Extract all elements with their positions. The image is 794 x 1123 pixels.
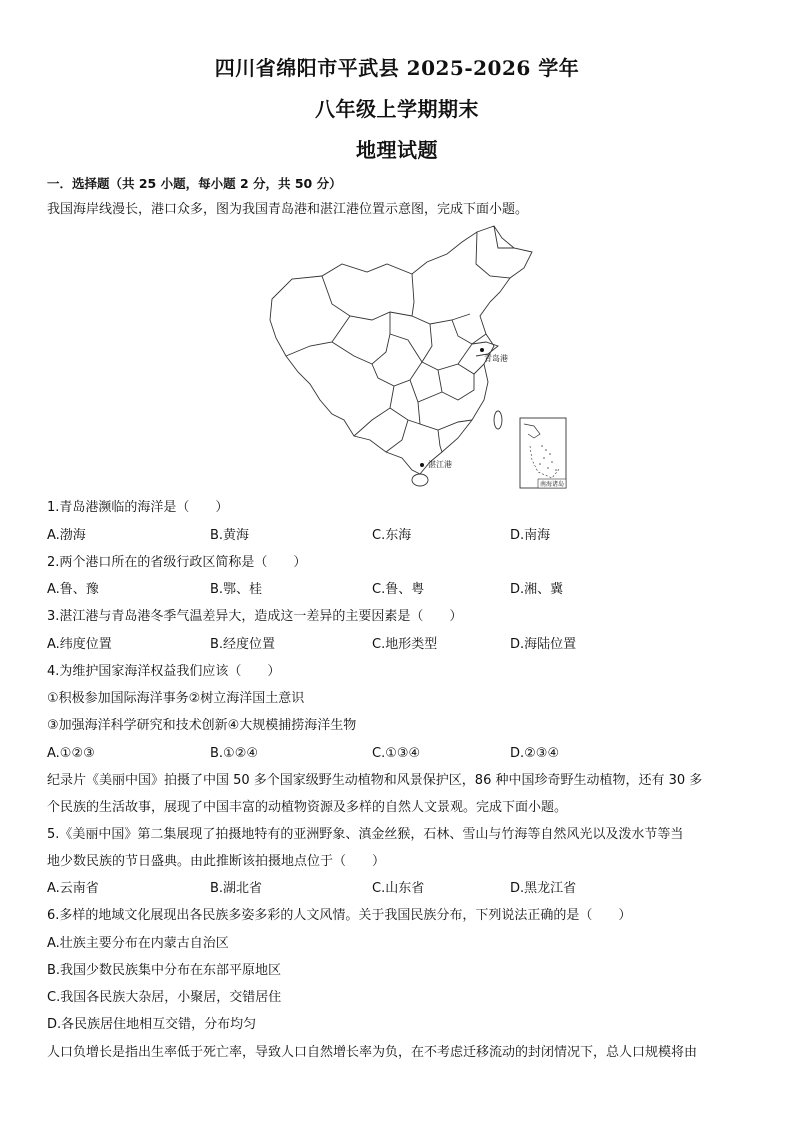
province-boundary <box>494 226 514 248</box>
inset-label: 南海诸岛 <box>540 481 565 488</box>
question-2-option-d: D.湘、冀 <box>510 582 564 597</box>
section-heading: 一．选择题（共 25 小题，每小题 2 分，共 50 分） <box>47 176 342 191</box>
province-boundary <box>422 324 472 370</box>
intro-paragraph-2-line1: 纪录片《美丽中国》拍摄了中国 50 多个国家级野生动植物和风景保护区，86 种中国珍奇野生动植物，还有 30 多 <box>47 773 703 788</box>
intro-paragraph-3: 人口负增长是指出生率低于死亡率，导致人口自然增长率为负，在不考虑迁移流动的封闭情况下，总人口规模将由 <box>47 1045 698 1060</box>
question-5-stem-line2: 地少数民族的节日盛典。由此推断该拍摄地点位于（ ） <box>47 854 386 869</box>
province-boundary <box>476 232 510 278</box>
intro-paragraph-1: 我国海岸线漫长，港口众多，图为我国青岛港和湛江港位置示意图，完成下面小题。 <box>47 202 529 217</box>
question-5-option-b: B.湖北省 <box>210 881 263 896</box>
province-boundary <box>412 274 470 324</box>
question-4-statement-1: ①积极参加国际海洋事务②树立海洋国土意识 <box>47 691 305 706</box>
province-boundary <box>372 334 422 386</box>
exam-title-line1: 四川省绵阳市平武县 2025-2026 学年 <box>214 56 580 80</box>
question-6-option-a: A.壮族主要分布在内蒙古自治区 <box>47 936 229 951</box>
question-5-option-c: C.山东省 <box>372 881 425 896</box>
qingdao-label: 青岛港 <box>484 354 508 363</box>
question-3-option-d: D.海陆位置 <box>510 637 577 652</box>
province-boundary <box>322 276 412 320</box>
province-boundary <box>286 316 350 356</box>
question-6-option-d: D.各民族居住地相互交错，分布均匀 <box>47 1017 257 1032</box>
exam-title-subject: 地理试题 <box>356 138 438 162</box>
intro-paragraph-2-line2: 个民族的生活故事，展现了中国丰富的动植物资源及多样的自然人文景观。完成下面小题。 <box>47 800 568 815</box>
province-boundary <box>410 380 442 402</box>
question-1-option-d: D.南海 <box>510 528 551 543</box>
province-boundary <box>438 430 442 452</box>
question-2-stem: 2.两个港口所在的省级行政区简称是（ ） <box>47 555 307 570</box>
taiwan-island <box>494 411 502 429</box>
china-map-figure <box>262 224 572 494</box>
province-boundary <box>332 312 390 364</box>
question-3-option-c: C.地形类型 <box>372 637 438 652</box>
question-6-stem: 6.多样的地域文化展现出各民族多姿多彩的人文风情。关于我国民族分布，下列说法正确的是（ ） <box>47 908 632 923</box>
exam-title-line2: 八年级上学期期末 <box>315 97 479 121</box>
question-3-option-b: B.经度位置 <box>210 637 276 652</box>
province-boundary <box>386 420 408 452</box>
province-boundary <box>390 408 420 424</box>
province-boundary <box>452 320 486 344</box>
zhanjiang-label: 湛江港 <box>428 460 452 469</box>
question-1-option-b: B.黄海 <box>210 528 250 543</box>
question-6-option-b: B.我国少数民族集中分布在东部平原地区 <box>47 963 282 978</box>
question-6-option-c: C.我国各民族大杂居，小聚居，交错居住 <box>47 990 282 1005</box>
question-4-stem: 4.为维护国家海洋权益我们应该（ ） <box>47 664 281 679</box>
question-4-option-b: B.①②④ <box>210 746 259 761</box>
south-china-sea-inset <box>520 418 566 488</box>
zhanjiang-port-marker <box>420 463 424 467</box>
question-4-option-a: A.①②③ <box>47 746 95 761</box>
qingdao-port-marker <box>480 348 484 352</box>
question-4-option-c: C.①③④ <box>372 746 421 761</box>
province-boundary <box>354 386 394 436</box>
question-5-option-d: D.黑龙江省 <box>510 881 577 896</box>
china-port-map <box>262 224 572 494</box>
question-1-stem: 1.青岛港濒临的海洋是（ ） <box>47 500 229 515</box>
question-1-option-a: A.渤海 <box>47 528 86 543</box>
province-boundary <box>458 364 484 374</box>
question-2-option-a: A.鲁、豫 <box>47 582 99 597</box>
question-4-option-d: D.②③④ <box>510 746 560 761</box>
question-3-stem: 3.湛江港与青岛港冬季气温差异大，造成这一差异的主要因素是（ ） <box>47 609 463 624</box>
question-1-option-c: C.东海 <box>372 528 412 543</box>
question-5-stem-line1: 5.《美丽中国》第二集展现了拍摄地特有的亚洲野象、滇金丝猴，石林、雪山与竹海等自然风光以及泼水节等当 <box>47 827 684 842</box>
province-boundary <box>418 402 472 430</box>
question-2-option-b: B.鄂、桂 <box>210 582 263 597</box>
question-2-option-c: C.鲁、粤 <box>372 582 425 597</box>
hainan-island <box>412 474 428 486</box>
question-4-statement-2: ③加强海洋科学研究和技术创新④大规模捕捞海洋生物 <box>47 718 357 733</box>
question-5-option-a: A.云南省 <box>47 881 99 896</box>
question-3-option-a: A.纬度位置 <box>47 637 112 652</box>
province-boundary <box>438 370 474 400</box>
